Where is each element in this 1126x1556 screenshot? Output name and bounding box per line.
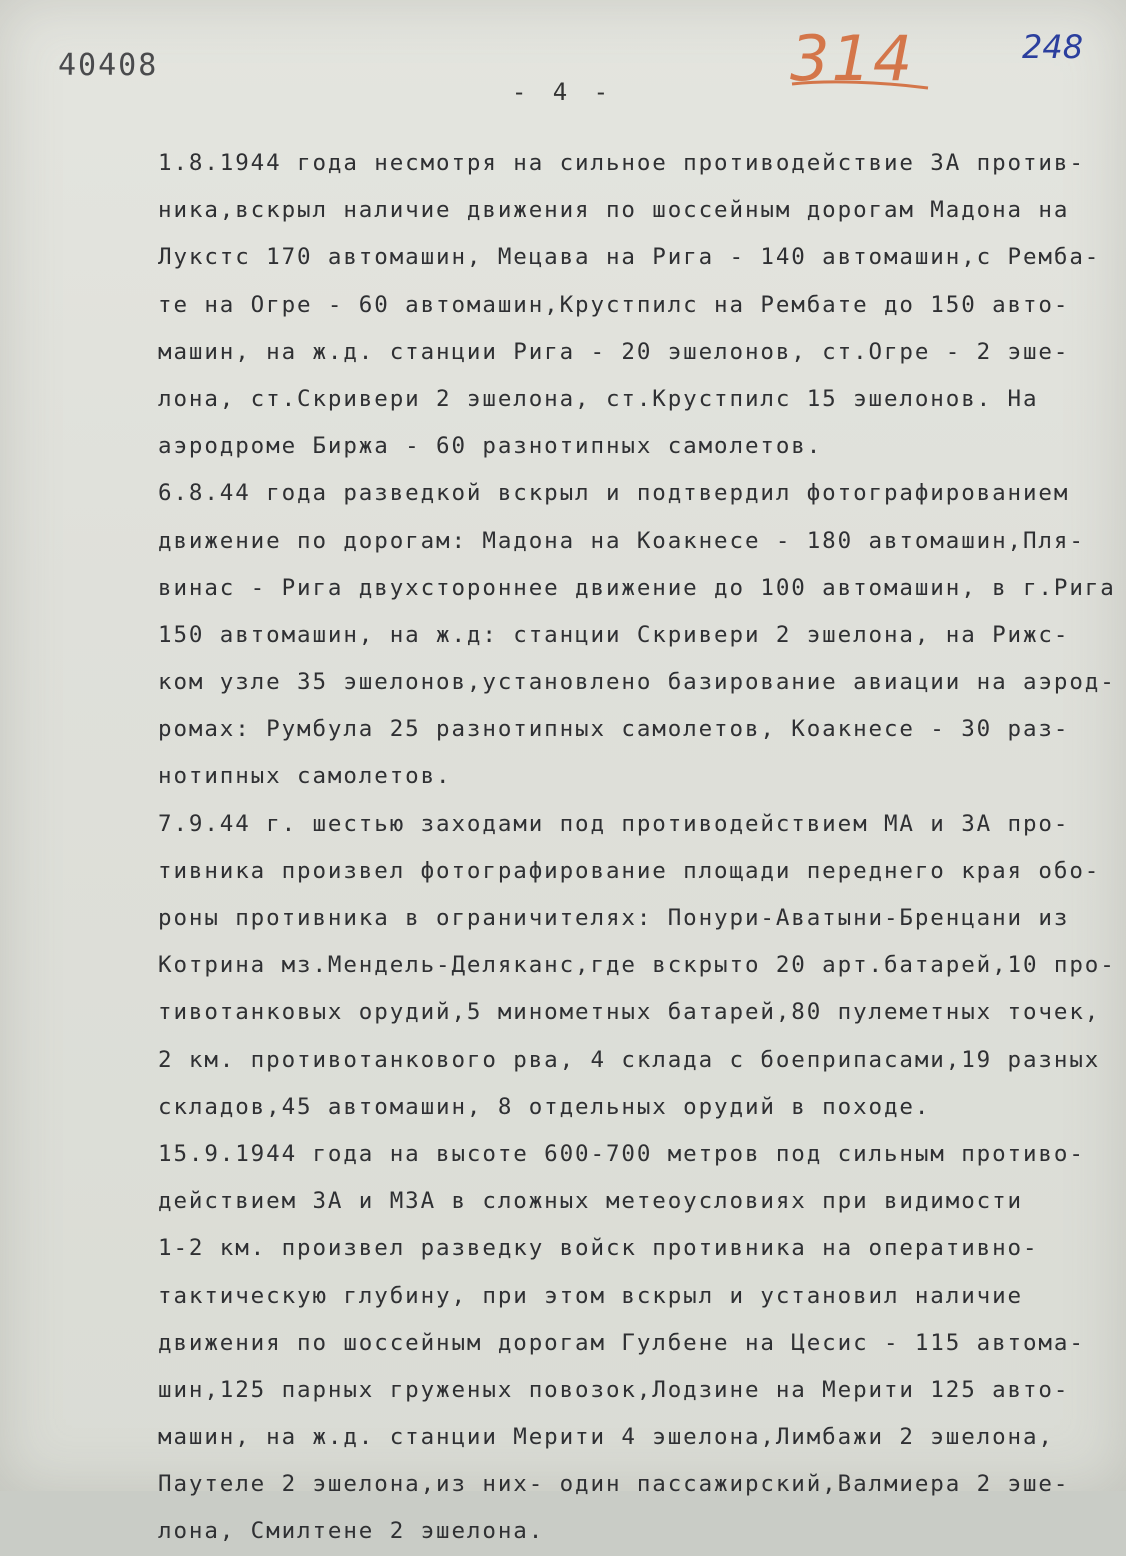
text-line: действием ЗА и МЗА в сложных метеоусловиях при видимости [158, 1188, 1023, 1215]
text-line: Котрина мз.Мендель-Деляканс,где вскрыто 20 арт.батарей,10 про- [158, 952, 1116, 979]
paragraph-2 [158, 470, 1116, 800]
text-line: Паутеле 2 эшелона,из них- один пассажирский,Валмиера 2 эше- [158, 1471, 1070, 1498]
blue-handwritten-number: 248 [1022, 28, 1084, 66]
text-line: роны противника в ограничителях: Понури-Аватыни-Бренцани из [158, 905, 1070, 931]
text-line: ком узле 35 эшелонов,установлено базирование авиации на аэрод- [158, 669, 1116, 696]
text-line: складов,45 автомашин, 8 отдельных орудий в походе. [158, 1093, 931, 1120]
text-line: лона, Смилтене 2 эшелона. [158, 1518, 545, 1545]
text-line: аэродроме Биржа - 60 разнотипных самолетов. [158, 433, 823, 460]
paragraph-3 [158, 801, 1116, 1131]
typewritten-body [158, 140, 1116, 1556]
text-line: лона, ст.Скривери 2 эшелона, ст.Крустпилс 15 эшелонов. На [158, 385, 1039, 412]
text-line: тивотанковых орудий,5 минометных батарей,80 пулеметных точек, [158, 999, 1101, 1026]
text-line: те на Огре - 60 автомашин,Крустпилс на Рембате до 150 авто- [158, 291, 1070, 318]
text-line: ника,вскрыл наличие движения по шоссейным дорогам Мадона на [158, 197, 1070, 224]
text-line: тивника произвел фотографирование площади переднего края обо- [158, 857, 1101, 884]
red-strike-icon [790, 22, 930, 122]
text-line: движение по дорогам: Мадона на Коакнесе - 180 автомашин,Пля- [158, 527, 1085, 554]
paragraph-1 [158, 140, 1108, 470]
text-line: 1.8.1944 года несмотря на сильное противодействие ЗА против- [158, 150, 1085, 176]
text-line: шин,125 парных груженых повозок,Лодзине на Мерити 125 авто- [158, 1376, 1070, 1403]
red-handwritten-number [790, 22, 930, 122]
page-number: - 4 - [511, 78, 615, 106]
text-line: 15.9.1944 года на высоте 600-700 метров под сильным противо- [158, 1140, 1085, 1167]
text-line: машин, на ж.д. станции Мерити 4 эшелона,Лимбажи 2 эшелона, [158, 1424, 1054, 1451]
text-line: 6.8.44 года разведкой вскрыл и подтвердил фотографированием [158, 480, 1070, 507]
text-line: винас - Рига двухстороннее движение до 100 автомашин, в г.Рига [158, 574, 1116, 601]
text-line: 7.9.44 г. шестью заходами под противодействием МА и ЗА про- [158, 810, 1070, 837]
text-line: 2 км. противотанкового рва, 4 склада с боеприпасами,19 разных [158, 1046, 1101, 1073]
text-line: тактическую глубину, при этом вскрыл и установил наличие [158, 1282, 1023, 1309]
text-line: нотипных самолетов. [158, 763, 452, 790]
text-line: ромах: Румбула 25 разнотипных самолетов, Коакнесе - 30 раз- [158, 716, 1070, 743]
text-line: 150 автомашин, на ж.д: станции Скривери 2 эшелона, на Рижс- [158, 621, 1070, 648]
paragraph-4 [158, 1131, 1108, 1556]
text-line: машин, на ж.д. станции Рига - 20 эшелонов, ст.Огре - 2 эше- [158, 338, 1070, 365]
text-line: движения по шоссейным дорогам Гулбене на Цесис - 115 автома- [158, 1329, 1085, 1356]
archive-number: 40408 [58, 48, 159, 83]
text-line: Лукстс 170 автомашин, Мецава на Рига - 140 автомашин,с Рембa- [158, 244, 1101, 271]
text-line: 1-2 км. произвел разведку войск противника на оперативно- [158, 1235, 1039, 1262]
red-number-text: 314 [790, 22, 915, 95]
